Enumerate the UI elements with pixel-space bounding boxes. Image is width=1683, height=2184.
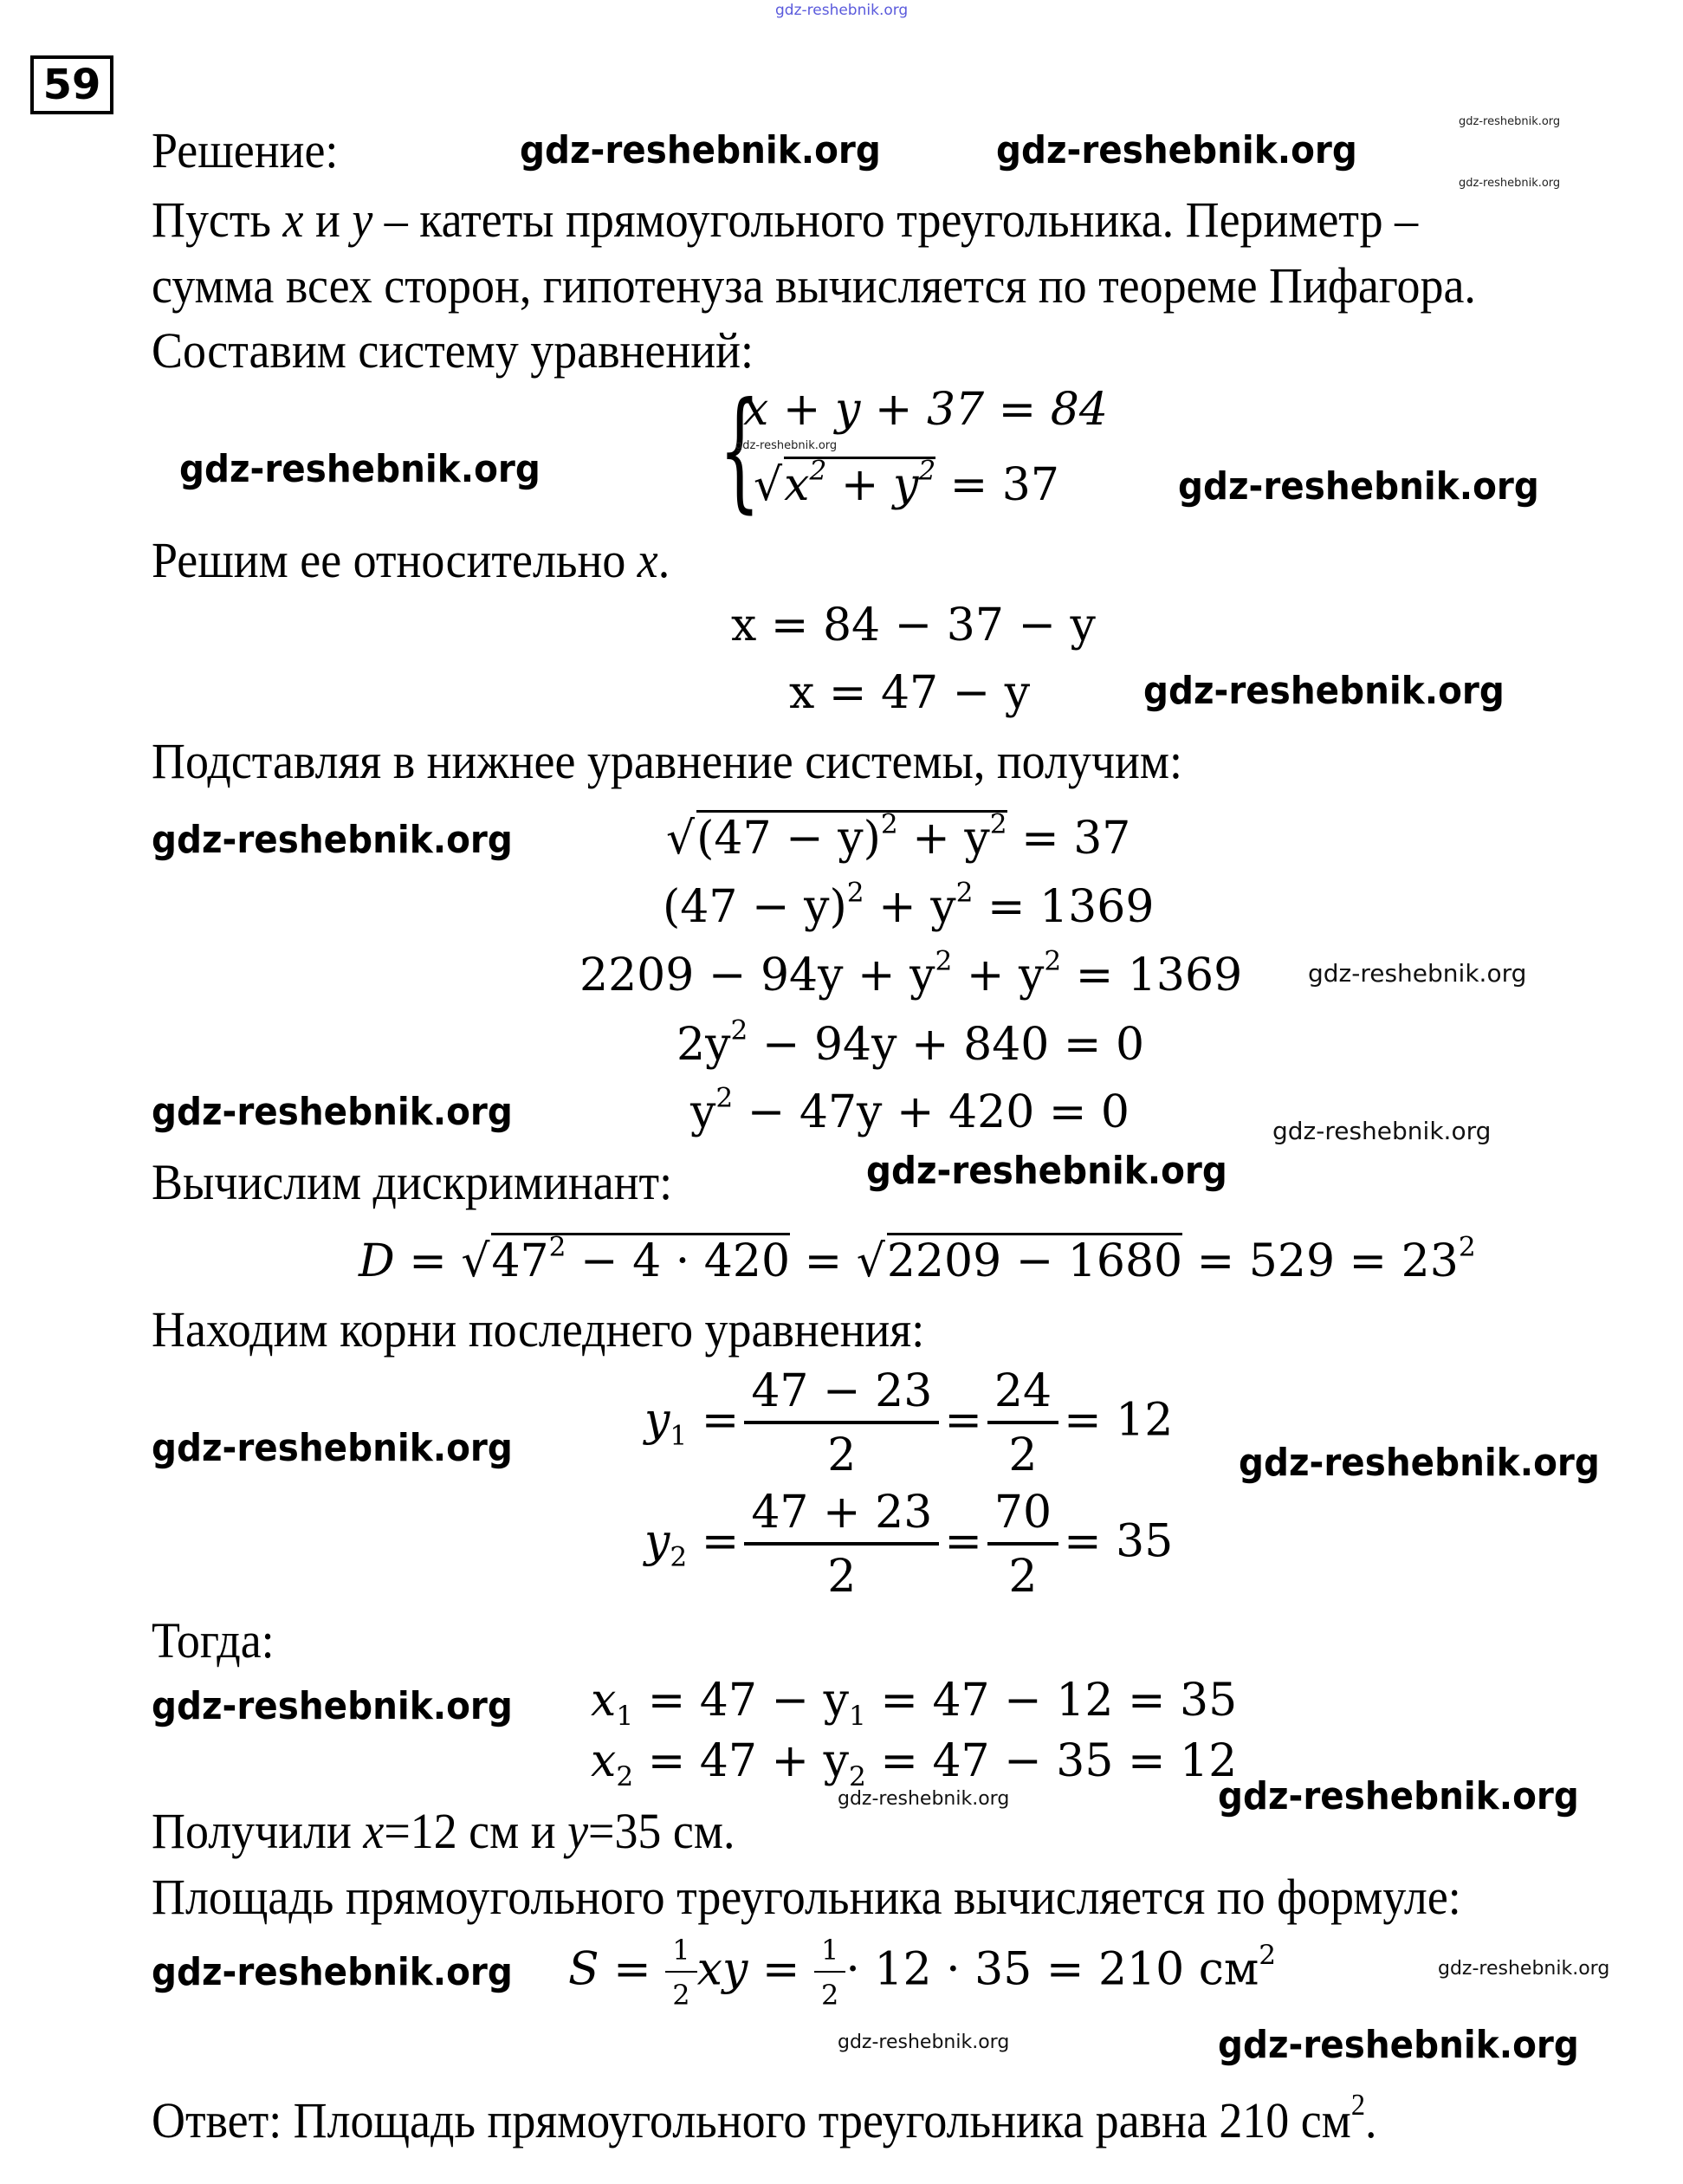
substitution-line-4: $2y^2 - 94y + 840 = 0$ <box>676 1014 1145 1071</box>
watermark-tiny: gdz-reshebnik.org <box>1459 177 1561 190</box>
watermark: gdz-reshebnik.org <box>152 818 513 862</box>
problem-number: 59 <box>30 55 113 114</box>
watermark: gdz-reshebnik.org <box>179 447 541 491</box>
answer: Ответ: Площадь прямоугольного треугольника равна 210 $см^2$. <box>152 2087 1377 2148</box>
solve-line-2: x = 47 − y <box>789 667 1031 719</box>
system-eq1: x + y + 37 = 84 <box>743 384 1108 436</box>
watermark: gdz-reshebnik.org <box>520 128 881 172</box>
x1-equation: $x_1 = 47 - y_1 = 47 - 12 = 35$ <box>591 1675 1238 1732</box>
system-eq2: $√x^2 + y^2 = 37$ <box>754 455 1059 511</box>
paragraph-3: Составим систему уравнений: <box>152 322 754 379</box>
solve-line-1: x = 84 − 37 − y <box>731 599 1096 651</box>
paragraph-1: Пусть x и y – катеты прямоугольного треугольника. Периметр – <box>152 191 1419 248</box>
substitution-line-1: $√(47 - y)^2 + y^2 = 37$ <box>666 808 1131 865</box>
paragraph-6: Вычислим дискриминант: <box>152 1154 673 1210</box>
x2-equation: $x_2 = 47 + y_2 = 47 - 35 = 12$ <box>591 1735 1238 1792</box>
watermark: gdz-reshebnik.org <box>152 1090 513 1134</box>
watermark: gdz-reshebnik.org <box>1178 464 1539 509</box>
root-y2: $y_2$ = $\frac{47 + 23}{2}$ = $\frac{70}{2}$ = 35 <box>644 1487 1174 1603</box>
watermark: gdz-reshebnik.org <box>996 128 1357 172</box>
watermark-small: gdz-reshebnik.org <box>838 2032 1010 2053</box>
paragraph-4: Решим ее относительно x. <box>152 532 670 588</box>
root-y1: $y_1$ = $\frac{47 - 23}{2}$ = $\frac{24}{2}$ = 12 <box>644 1365 1174 1481</box>
watermark-small: gdz-reshebnik.org <box>1272 1117 1492 1145</box>
solution-heading: Решение: <box>152 122 339 178</box>
watermark: gdz-reshebnik.org <box>152 1684 513 1728</box>
system-brace: { <box>719 375 761 526</box>
substitution-line-3: $2209 - 94y + y^2 + y^2 = 1369$ <box>579 945 1243 1001</box>
paragraph-8: Тогда: <box>152 1612 275 1669</box>
substitution-line-5: $y^2 - 47y + 420 = 0$ <box>690 1082 1130 1138</box>
watermark: gdz-reshebnik.org <box>152 1426 513 1470</box>
paragraph-10: Площадь прямоугольного треугольника вычисляется по формуле: <box>152 1869 1461 1925</box>
watermark: gdz-reshebnik.org <box>1218 2023 1579 2067</box>
substitution-line-2: $(47 - y)^2 + y^2 = 1369$ <box>663 877 1155 933</box>
discriminant-equation: $D = √47^2 - 4 \cdot 420 = √2209 - 1680 = 529 = 23^2$ <box>359 1231 1476 1287</box>
watermark-small: gdz-reshebnik.org <box>1438 1958 1610 1980</box>
watermark: gdz-reshebnik.org <box>1143 669 1505 713</box>
top-watermark: gdz-reshebnik.org <box>775 2 909 19</box>
watermark-small: gdz-reshebnik.org <box>838 1788 1010 1810</box>
watermark-small: gdz-reshebnik.org <box>1308 959 1527 988</box>
paragraph-7: Находим корни последнего уравнения: <box>152 1301 925 1358</box>
paragraph-5: Подставляя в нижнее уравнение системы, получим: <box>152 733 1182 789</box>
watermark: gdz-reshebnik.org <box>1239 1441 1600 1485</box>
area-equation: S = $\frac{1}{2}$ xy = $\frac{1}{2}$ · 12 · 35 = 210 $см^2$ <box>568 1934 1277 2012</box>
paragraph-9: Получили x=12 см и y=35 см. <box>152 1803 735 1859</box>
watermark: gdz-reshebnik.org <box>866 1149 1227 1193</box>
paragraph-2: сумма всех сторон, гипотенуза вычисляется по теореме Пифагора. <box>152 257 1476 314</box>
watermark-tiny: gdz-reshebnik.org <box>1459 115 1561 128</box>
watermark: gdz-reshebnik.org <box>1218 1774 1579 1818</box>
watermark-tiny: gdz-reshebnik.org <box>735 439 838 452</box>
watermark: gdz-reshebnik.org <box>152 1950 513 1994</box>
